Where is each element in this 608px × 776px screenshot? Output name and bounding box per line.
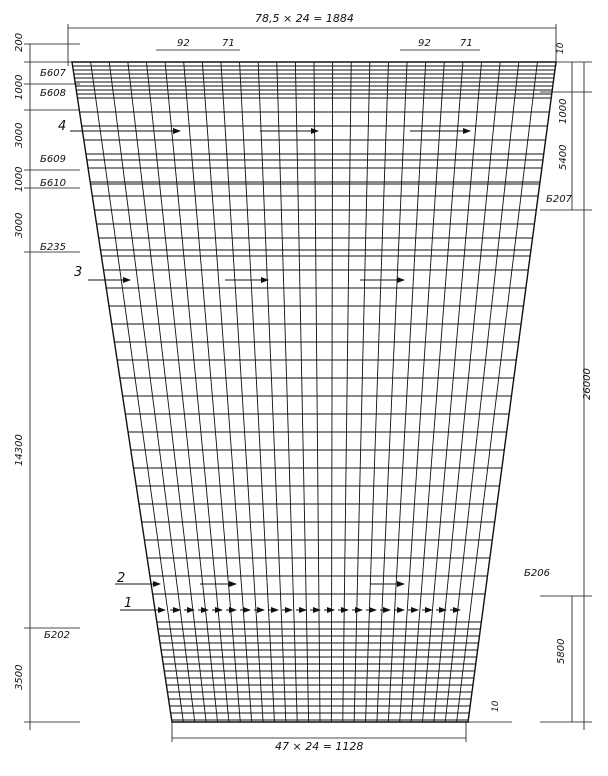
vertical-bar <box>354 62 370 722</box>
vertical-bar <box>457 62 538 722</box>
vertical-bar <box>91 62 184 722</box>
mark-b608: Б608 <box>40 88 66 99</box>
bottom-clearance: 10 <box>491 700 501 712</box>
left-level-200: 200 <box>14 32 25 52</box>
vertical-bar <box>184 62 241 722</box>
left-level-1000-a: 1000 <box>14 74 25 100</box>
mark-b607: Б607 <box>40 68 66 79</box>
vertical-bar <box>277 62 297 722</box>
left-level-3000-b: 3000 <box>14 212 25 238</box>
left-level-14300: 14300 <box>14 434 25 466</box>
top-width-dimension: 78,5 × 24 = 1884 <box>255 12 354 25</box>
vertical-bar <box>314 62 320 722</box>
top-clearance: 10 <box>556 42 566 54</box>
left-level-1000-b: 1000 <box>14 166 25 192</box>
right-level-26000: 26000 <box>582 368 593 400</box>
left-level-3500: 3500 <box>14 664 25 690</box>
mark-b207: Б207 <box>546 194 572 205</box>
vertical-bar <box>400 62 445 722</box>
vertical-bar <box>128 62 206 722</box>
top-spacing-b-left: 71 <box>222 38 235 49</box>
callout-2: 2 <box>117 571 126 586</box>
dimension-lines <box>24 24 592 742</box>
left-level-3000-a: 3000 <box>14 122 25 148</box>
vertical-bar <box>388 62 425 722</box>
vertical-bar <box>411 62 463 722</box>
mark-b202: Б202 <box>44 630 70 641</box>
vertical-bar <box>165 62 229 722</box>
top-spacing-b-right: 71 <box>460 38 473 49</box>
top-spacing-a-right: 92 <box>418 38 431 49</box>
bottom-width-dimension: 47 × 24 = 1128 <box>275 740 364 753</box>
mark-b609: Б609 <box>40 154 66 165</box>
vertical-bar <box>343 62 351 722</box>
vertical-bar <box>422 62 481 722</box>
vertical-bar <box>295 62 308 722</box>
mark-b235: Б235 <box>40 242 66 253</box>
vertical-bar <box>258 62 286 722</box>
right-level-5800: 5800 <box>556 638 567 664</box>
top-spacing-a-left: 92 <box>177 38 190 49</box>
vertical-bar <box>366 62 389 722</box>
right-level-5400: 5400 <box>558 144 569 170</box>
right-level-1000: 1000 <box>558 98 569 124</box>
vertical-bar <box>445 62 519 722</box>
callout-4: 4 <box>58 119 67 134</box>
vertical-bar <box>331 62 332 722</box>
reinforcement-grid <box>72 62 556 722</box>
mark-b610: Б610 <box>40 178 66 189</box>
callout-1: 1 <box>124 596 133 611</box>
callout-3: 3 <box>74 265 83 280</box>
vertical-bar <box>434 62 500 722</box>
bar-arrows <box>70 131 470 610</box>
grid-outline <box>72 62 556 722</box>
mark-b206: Б206 <box>524 568 550 579</box>
vertical-bar <box>377 62 407 722</box>
